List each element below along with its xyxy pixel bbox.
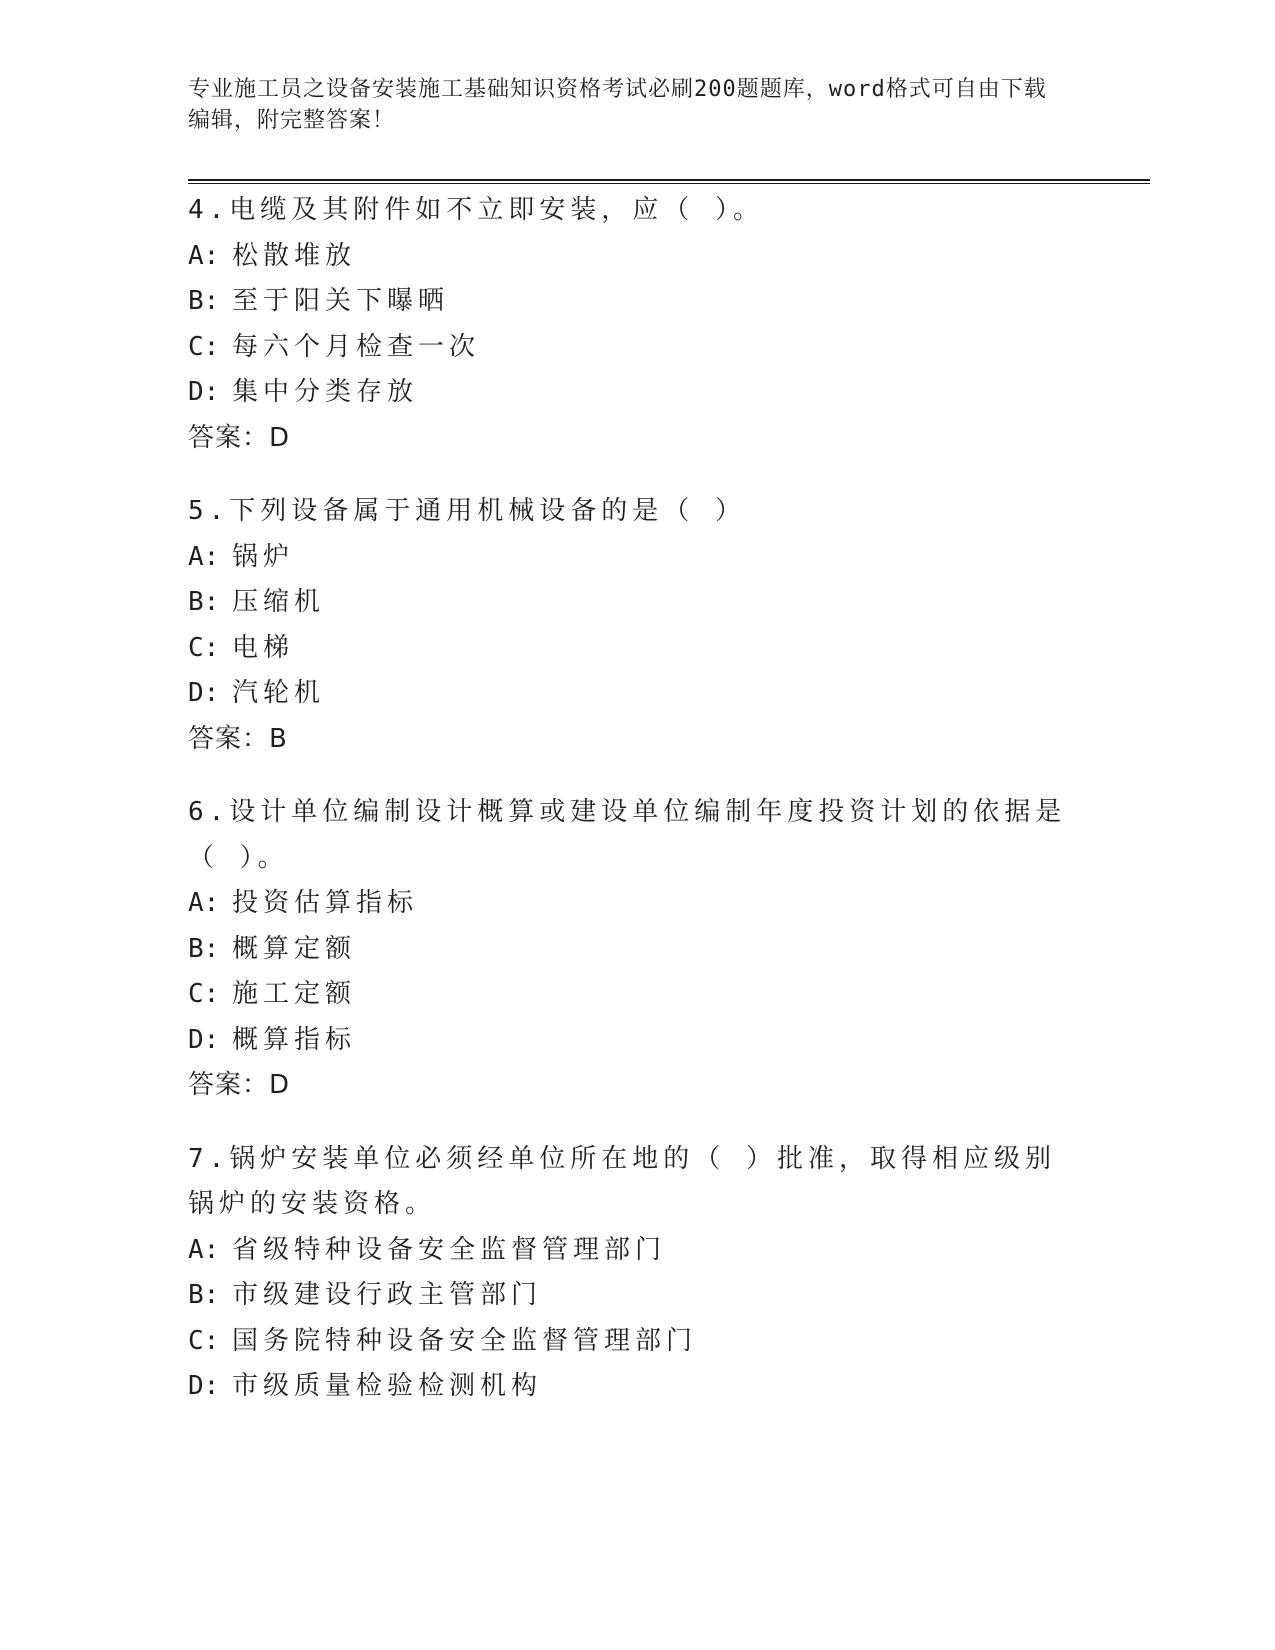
option-c [188,1319,1088,1365]
option-a [188,234,1088,280]
option-label: D: [188,678,220,708]
answer-line: 答案：D [188,1070,291,1100]
option-text: 至于阳关下曝晒 [232,286,450,316]
question-6 [188,790,1088,1109]
option-b [188,580,1088,626]
option-text: 投资估算指标 [232,888,419,918]
header-divider-thin [188,183,1150,184]
option-a [188,535,1088,581]
option-b [188,927,1088,973]
option-label: A: [188,240,220,271]
answer-line: 答案：D [188,422,291,453]
option-text: 锅炉 [232,541,295,572]
option-label: B: [188,933,220,964]
document-header: 专业施工员之设备安装施工基础知识资格考试必刷200题题库，word格式可自由下载编辑，附完整答案！ [188,77,1047,133]
option-text: 集中分类存放 [232,377,419,407]
option-text: 概算定额 [232,933,357,964]
question-list [188,188,1088,1438]
option-label: D: [188,1024,220,1055]
option-d [188,1018,1088,1064]
option-label: D: [188,377,220,407]
question-stem: 7.锅炉安装单位必须经单位所在地的（ ）批准，取得相应级别锅炉的安装资格。 [188,1143,1056,1219]
option-label: A: [188,541,220,572]
option-text: 压缩机 [232,587,326,617]
option-label: B: [188,1280,220,1310]
option-label: A: [188,1234,220,1265]
option-d [188,370,1088,416]
option-label: B: [188,286,220,316]
question-4 [188,188,1088,461]
option-text: 省级特种设备安全监督管理部门 [232,1234,667,1265]
option-a [188,1228,1088,1274]
option-label: C: [188,979,220,1009]
option-label: A: [188,888,220,918]
option-text: 国务院特种设备安全监督管理部门 [232,1325,698,1356]
answer-line: 答案：B [188,723,288,754]
question-7 [188,1137,1088,1410]
option-c [188,325,1088,371]
question-stem: 6.设计单位编制设计概算或建设单位编制年度投资计划的依据是（ ）。 [188,797,1067,873]
option-d [188,1364,1088,1410]
option-label: B: [188,587,220,617]
option-text: 施工定额 [232,979,357,1009]
question-stem: 4.电缆及其附件如不立即安装，应（ ）。 [188,195,764,225]
option-d [188,671,1088,717]
option-text: 电梯 [232,632,295,663]
option-b [188,1273,1088,1319]
option-c [188,972,1088,1018]
question-5 [188,489,1088,762]
option-a [188,881,1088,927]
option-text: 汽轮机 [232,678,326,708]
option-b [188,279,1088,325]
option-text: 市级建设行政主管部门 [232,1280,543,1310]
option-label: C: [188,331,220,362]
option-text: 概算指标 [232,1024,357,1055]
question-stem: 5.下列设备属于通用机械设备的是（ ） [188,496,746,526]
option-text: 松散堆放 [232,240,357,271]
option-label: C: [188,632,220,663]
header-divider-thick [188,179,1150,181]
option-label: C: [188,1325,220,1356]
option-text: 市级质量检验检测机构 [232,1371,543,1401]
option-label: D: [188,1371,220,1401]
option-text: 每六个月检查一次 [232,331,481,362]
option-c [188,626,1088,672]
